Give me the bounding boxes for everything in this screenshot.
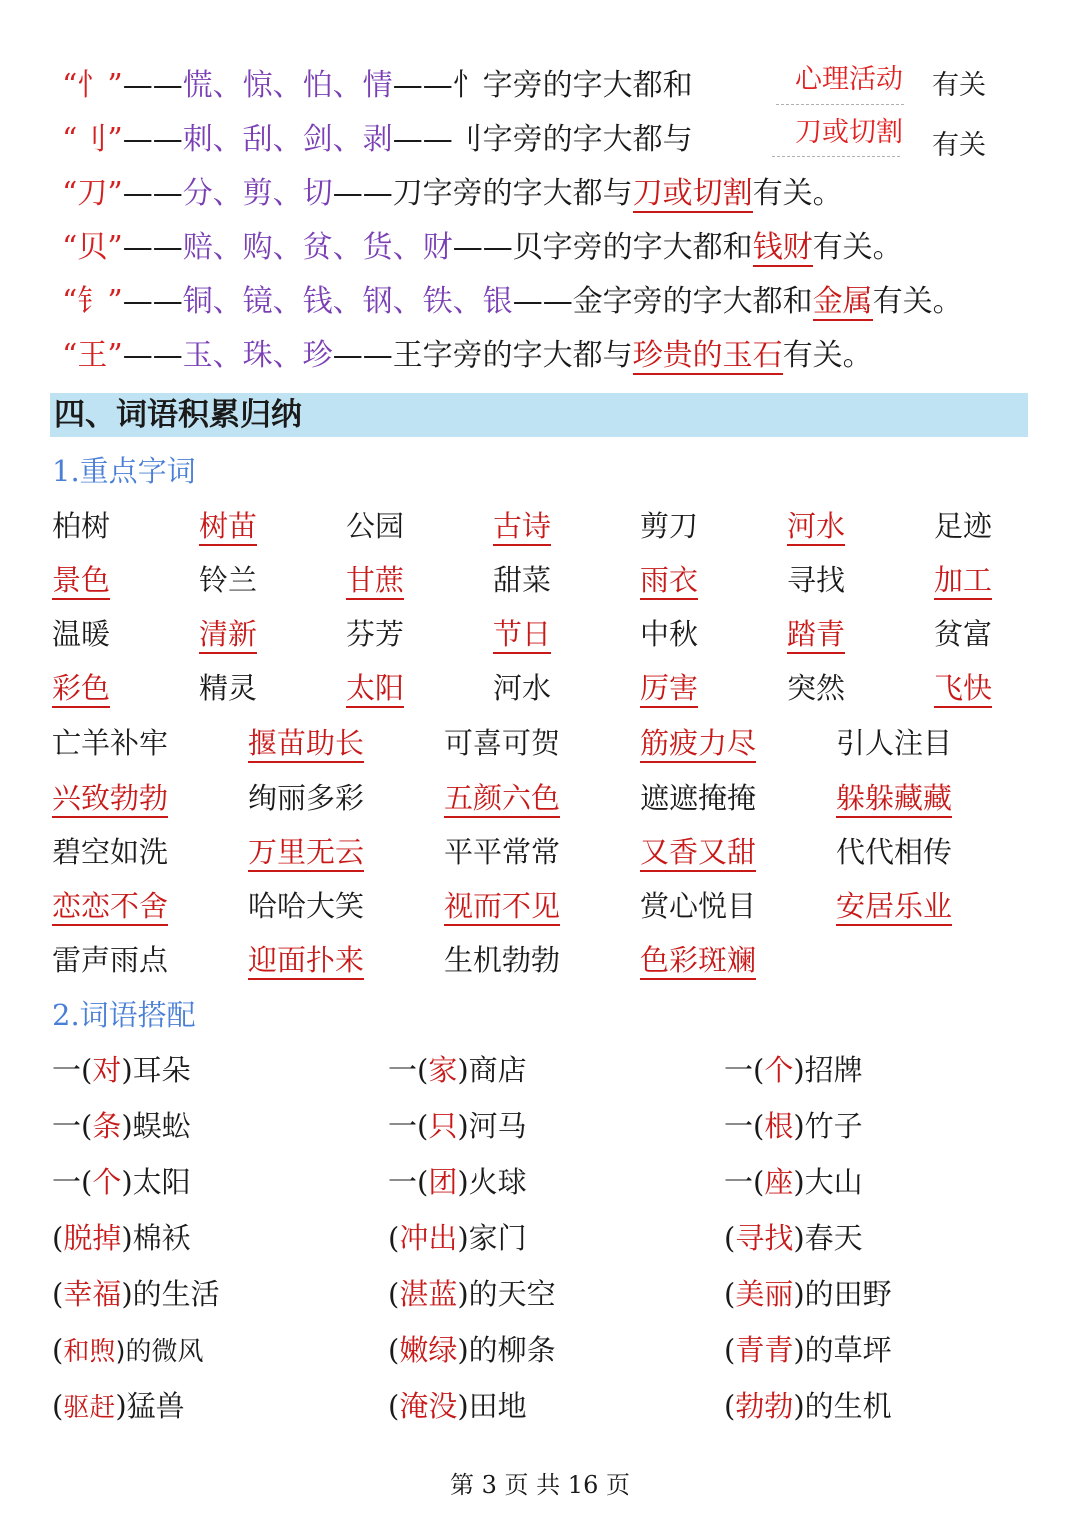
- collocation-item: [388, 1107, 527, 1145]
- collocation-item: [52, 1331, 204, 1371]
- subheading-key-words: 1.重点字词: [52, 454, 196, 488]
- word: 芬芳: [346, 617, 405, 651]
- word-text: 节日: [493, 617, 551, 654]
- collocation-suffix: )的草坪: [793, 1333, 892, 1367]
- word-highlight: [199, 507, 257, 545]
- collocation-suffix: )棉袄: [121, 1221, 191, 1255]
- radical-tail: 有关。: [872, 284, 963, 319]
- idiom: 亡羊补牢: [52, 726, 169, 760]
- quote-open: “: [62, 230, 78, 265]
- subheading-collocation: 2.词语搭配: [52, 998, 196, 1032]
- collocation-suffix: )耳朵: [121, 1053, 191, 1087]
- radical-char: 贝: [77, 230, 108, 265]
- idiom: 代代相传: [836, 835, 953, 869]
- collocation-prefix: (: [388, 1389, 400, 1423]
- collocation-prefix: (: [388, 1221, 400, 1255]
- collocation-answer: 幸福: [63, 1277, 122, 1311]
- word-text: 踏青: [787, 617, 845, 654]
- quote-open: “: [62, 176, 78, 211]
- collocation-answer: 嫩绿: [399, 1333, 458, 1367]
- collocation-answer: 湛蓝: [399, 1277, 458, 1311]
- idiom-highlight: [52, 887, 168, 925]
- handwritten-answer: 刀或切割: [795, 117, 903, 148]
- radical-tail: 有关: [932, 130, 986, 161]
- quote-close: ”: [107, 284, 123, 319]
- collocation-prefix: 一(: [52, 1165, 93, 1199]
- idiom-text: 五颜六色: [444, 781, 560, 818]
- radical-desc: 忄字旁的字大都和: [452, 68, 693, 103]
- radical-row: [62, 282, 963, 322]
- word: 寻找: [787, 563, 846, 597]
- radical-char: 刀: [77, 176, 108, 211]
- word-text: 景色: [52, 563, 110, 600]
- collocation-answer: 家: [428, 1053, 458, 1087]
- collocation-item: [52, 1107, 191, 1145]
- idiom-highlight: [444, 779, 560, 817]
- idiom-highlight: [52, 779, 168, 817]
- idiom-highlight: [248, 724, 364, 762]
- radical-tail: 有关: [932, 70, 986, 101]
- collocation-suffix: )家门: [457, 1221, 527, 1255]
- idiom: 平平常常: [444, 835, 561, 869]
- word: 突然: [787, 671, 846, 705]
- dash: ——: [452, 230, 513, 265]
- collocation-prefix: (: [724, 1333, 736, 1367]
- collocation-prefix: 一(: [52, 1109, 93, 1143]
- quote-open: “: [62, 122, 78, 157]
- idiom: 碧空如洗: [52, 835, 169, 869]
- quote-close: ”: [107, 338, 123, 373]
- handwritten-answer: 心理活动: [795, 64, 903, 95]
- idiom-highlight: [444, 887, 560, 925]
- collocation-item: [52, 1051, 191, 1089]
- radical-row: [62, 120, 693, 160]
- collocation-answer: 对: [92, 1053, 122, 1087]
- collocation-answer: 脱掉: [63, 1221, 122, 1255]
- collocation-prefix: 一(: [388, 1165, 429, 1199]
- collocation-answer: 勃勃: [735, 1389, 794, 1423]
- collocation-answer: 个: [92, 1165, 122, 1199]
- collocation-prefix: (: [724, 1389, 736, 1423]
- radical-char: 刂: [77, 122, 108, 157]
- word-highlight: [934, 561, 992, 599]
- word-highlight: [640, 669, 698, 707]
- radical-desc: 金字旁的字大都和: [572, 284, 813, 319]
- collocation-item: [724, 1387, 892, 1425]
- dash: ——: [122, 68, 183, 103]
- example-chars: 刺、刮、剑、剥: [182, 122, 393, 157]
- collocation-item: [724, 1331, 892, 1369]
- radical-tail: 有关。: [782, 338, 873, 373]
- example-chars: 铜、镜、钱、钢、铁、银: [182, 284, 513, 319]
- answer: 珍贵的玉石: [632, 338, 783, 373]
- radical-row: [62, 336, 873, 376]
- radical-desc: 贝字旁的字大都和: [512, 230, 753, 265]
- collocation-answer: 根: [764, 1109, 794, 1143]
- collocation-answer: 冲出: [399, 1221, 458, 1255]
- word-text: 清新: [199, 617, 257, 654]
- idiom: 赏心悦目: [640, 889, 757, 923]
- collocation-suffix: )大山: [793, 1165, 863, 1199]
- idiom-text: 万里无云: [248, 835, 364, 872]
- word: 柏树: [52, 509, 111, 543]
- collocation-suffix: )太阳: [121, 1165, 191, 1199]
- word: 河水: [493, 671, 552, 705]
- word-highlight: [493, 615, 551, 653]
- collocation-prefix: (: [724, 1221, 736, 1255]
- idiom: 可喜可贺: [444, 726, 561, 760]
- word-text: 甘蔗: [346, 563, 404, 600]
- idiom-text: 揠苗助长: [248, 726, 364, 763]
- collocation-suffix: )的田野: [793, 1277, 892, 1311]
- collocation-prefix: 一(: [724, 1053, 765, 1087]
- word: 足迹: [934, 509, 993, 543]
- collocation-prefix: (: [388, 1277, 400, 1311]
- idiom-text: 安居乐业: [836, 889, 952, 926]
- word-highlight: [640, 561, 698, 599]
- collocation-prefix: 一(: [52, 1053, 93, 1087]
- idiom-highlight: [640, 941, 756, 979]
- word-text: 彩色: [52, 671, 110, 708]
- radical-desc: 刂字旁的字大都与: [452, 122, 693, 157]
- idiom-text: 筋疲力尽: [640, 726, 756, 763]
- collocation-prefix: (: [52, 1333, 64, 1367]
- collocation-prefix: (: [52, 1277, 64, 1311]
- collocation-answer: 青青: [735, 1333, 794, 1367]
- example-chars: 慌、惊、怕、情: [182, 68, 393, 103]
- quote-close: ”: [107, 122, 123, 157]
- collocation-prefix: (: [388, 1333, 400, 1367]
- word-text: 树苗: [199, 509, 257, 546]
- collocation-item: [388, 1163, 527, 1201]
- collocation-suffix: )蜈蚣: [121, 1109, 191, 1143]
- collocation-item: [388, 1275, 556, 1313]
- collocation-prefix: 一(: [388, 1109, 429, 1143]
- idiom-text: 色彩斑斓: [640, 943, 756, 980]
- collocation-item: [388, 1051, 527, 1089]
- quote-close: ”: [107, 176, 123, 211]
- dash: ——: [332, 338, 393, 373]
- collocation-suffix: )春天: [793, 1221, 863, 1255]
- word-highlight: [52, 561, 110, 599]
- collocation-answer-handwritten: 和煦: [63, 1337, 116, 1367]
- word-highlight: [199, 615, 257, 653]
- example-chars: 玉、珠、珍: [182, 338, 333, 373]
- quote-open: “: [62, 338, 78, 373]
- idiom-text: 恋恋不舍: [52, 889, 168, 926]
- radical-desc: 王字旁的字大都与: [392, 338, 633, 373]
- answer: 金属: [812, 284, 873, 319]
- word-highlight: [346, 669, 404, 707]
- collocation-item: [724, 1275, 892, 1313]
- dash: ——: [512, 284, 573, 319]
- radical-char: 王: [77, 338, 108, 373]
- collocation-item: [724, 1163, 863, 1201]
- collocation-suffix: )招牌: [793, 1053, 863, 1087]
- collocation-suffix: )的天空: [457, 1277, 556, 1311]
- collocation-suffix: )竹子: [793, 1109, 863, 1143]
- idiom: 哈哈大笑: [248, 889, 365, 923]
- word-text: 雨衣: [640, 563, 698, 600]
- answer: 刀或切割: [632, 176, 753, 211]
- word-text: 厉害: [640, 671, 698, 708]
- collocation-prefix: 一(: [724, 1165, 765, 1199]
- word-highlight: [52, 669, 110, 707]
- dash: ——: [392, 68, 453, 103]
- idiom-text: 躲躲藏藏: [836, 781, 952, 818]
- idiom-text: 迎面扑来: [248, 943, 364, 980]
- radical-desc: 刀字旁的字大都与: [392, 176, 633, 211]
- word-highlight: [493, 507, 551, 545]
- word: 铃兰: [199, 563, 258, 597]
- idiom-highlight: [248, 941, 364, 979]
- collocation-item: [388, 1331, 556, 1369]
- quote-close: ”: [107, 230, 123, 265]
- idiom-highlight: [836, 887, 952, 925]
- collocation-item: [52, 1275, 220, 1313]
- collocation-answer: 个: [764, 1053, 794, 1087]
- collocation-suffix: )火球: [457, 1165, 527, 1199]
- collocation-answer-handwritten: 驱赶: [63, 1393, 116, 1423]
- collocation-suffix: )的生活: [121, 1277, 220, 1311]
- idiom-highlight: [836, 779, 952, 817]
- word: 剪刀: [640, 509, 699, 543]
- collocation-item: [388, 1387, 527, 1425]
- collocation-suffix: )的柳条: [457, 1333, 556, 1367]
- quote-open: “: [62, 68, 78, 103]
- collocation-item: [52, 1219, 191, 1257]
- collocation-suffix: )的生机: [793, 1389, 892, 1423]
- word: 中秋: [640, 617, 699, 651]
- idiom: 遮遮掩掩: [640, 781, 757, 815]
- section-title: 四、词语积累归纳: [54, 397, 302, 433]
- idiom-text: 视而不见: [444, 889, 560, 926]
- dash: ——: [122, 176, 183, 211]
- word-highlight: [346, 561, 404, 599]
- radical-row: [62, 228, 903, 268]
- idiom-text: 又香又甜: [640, 835, 756, 872]
- collocation-item: [724, 1219, 863, 1257]
- page-number: 第 3 页 共 16 页: [450, 1471, 630, 1499]
- idiom-highlight: [640, 833, 756, 871]
- dash: ——: [122, 284, 183, 319]
- radical-char: 忄: [77, 68, 108, 103]
- collocation-suffix: )田地: [457, 1389, 527, 1423]
- collocation-prefix: 一(: [724, 1109, 765, 1143]
- collocation-answer: 条: [92, 1109, 122, 1143]
- dash: ——: [122, 122, 183, 157]
- collocation-answer: 淹没: [399, 1389, 458, 1423]
- collocation-item: [388, 1219, 527, 1257]
- collocation-item: [724, 1051, 863, 1089]
- idiom-highlight: [248, 833, 364, 871]
- collocation-item: [724, 1107, 863, 1145]
- word-text: 加工: [934, 563, 992, 600]
- collocation-answer: 座: [764, 1165, 794, 1199]
- word: 精灵: [199, 671, 258, 705]
- collocation-answer: 只: [428, 1109, 458, 1143]
- idiom-highlight: [640, 724, 756, 762]
- idiom-text: 兴致勃勃: [52, 781, 168, 818]
- radical-tail: 有关。: [812, 230, 903, 265]
- word-text: 古诗: [493, 509, 551, 546]
- collocation-answer: 寻找: [735, 1221, 794, 1255]
- word: 温暖: [52, 617, 111, 651]
- collocation-answer: 团: [428, 1165, 458, 1199]
- idiom: 雷声雨点: [52, 943, 169, 977]
- word: 公园: [346, 509, 405, 543]
- radical-tail: 有关。: [752, 176, 843, 211]
- collocation-item: [52, 1387, 185, 1427]
- radical-char: 钅: [77, 284, 108, 319]
- collocation-suffix: )的微风: [115, 1337, 204, 1367]
- dash: ——: [122, 338, 183, 373]
- answer: 钱财: [752, 230, 813, 265]
- word-highlight: [934, 669, 992, 707]
- collocation-prefix: 一(: [388, 1053, 429, 1087]
- word-highlight: [787, 615, 845, 653]
- quote-close: ”: [107, 68, 123, 103]
- collocation-prefix: (: [52, 1221, 64, 1255]
- word-text: 飞快: [934, 671, 992, 708]
- idiom: 绚丽多彩: [248, 781, 365, 815]
- collocation-prefix: (: [724, 1277, 736, 1311]
- dash: ——: [332, 176, 393, 211]
- example-chars: 赔、购、贫、货、财: [182, 230, 453, 265]
- dash: ——: [392, 122, 453, 157]
- quote-open: “: [62, 284, 78, 319]
- example-chars: 分、剪、切: [182, 176, 333, 211]
- answer-blank: [776, 104, 904, 105]
- collocation-suffix: )商店: [457, 1053, 527, 1087]
- collocation-prefix: (: [52, 1389, 64, 1423]
- word: 贫富: [934, 617, 993, 651]
- collocation-answer: 美丽: [735, 1277, 794, 1311]
- idiom: 引人注目: [836, 726, 953, 760]
- word-text: 太阳: [346, 671, 404, 708]
- dash: ——: [122, 230, 183, 265]
- collocation-suffix: )河马: [457, 1109, 527, 1143]
- answer-blank: [772, 156, 900, 157]
- radical-row: [62, 174, 843, 214]
- collocation-suffix: )猛兽: [115, 1389, 185, 1423]
- word: 甜菜: [493, 563, 552, 597]
- idiom: 生机勃勃: [444, 943, 561, 977]
- radical-row: [62, 66, 693, 106]
- collocation-item: [52, 1163, 191, 1201]
- word-highlight: [787, 507, 845, 545]
- word-text: 河水: [787, 509, 845, 546]
